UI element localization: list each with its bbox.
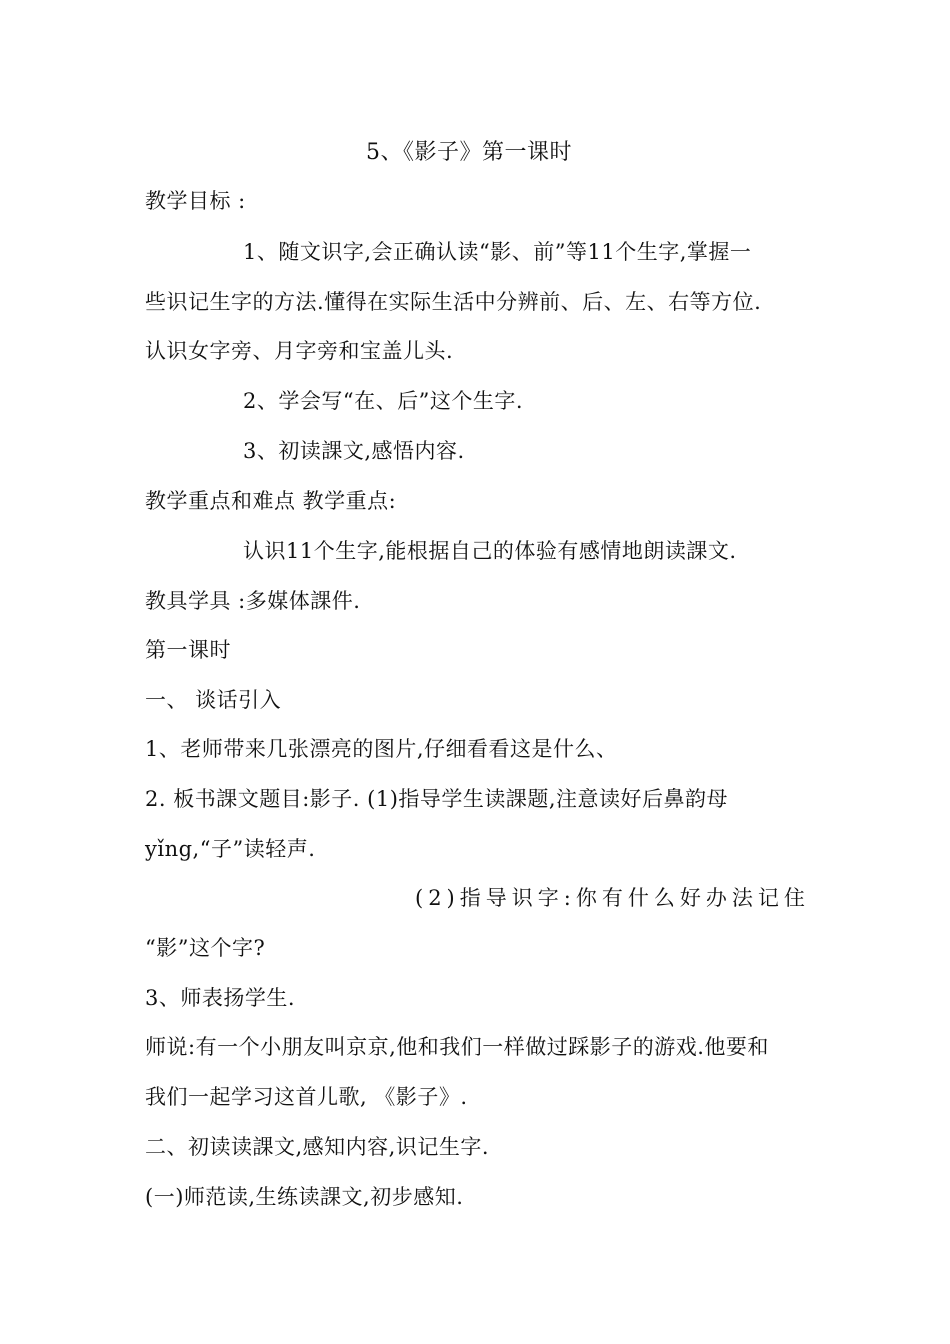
text-line: 认识女字旁、月字旁和宝盖儿头. [145,339,454,363]
text-line: 师说:有一个小朋友叫京京,他和我们一样做过踩影子的游戏.他要和 [145,1035,769,1059]
text-line: 教学目标 : [145,189,246,213]
text-line: 3、初读課文,感悟内容. [243,439,465,463]
text-line: 1、老师带来几张漂亮的图片,仔细看看这是什么、 [145,737,618,761]
section-heading: 二、初读读課文,感知内容,识记生字. [145,1135,490,1159]
text-line: 我们一起学习这首儿歌, 《影子》. [145,1085,468,1109]
page-title: 5、《影子》第一课时 [366,140,572,165]
text-line: “影”这个字? [145,936,266,960]
section-heading: 教学重点和难点 教学重点: [145,489,397,513]
text-line: 2. 板书課文题目:影子. (1)指导学生读課题,注意读好后鼻韵母 [145,787,729,811]
section-heading: 一、 谈话引入 [145,688,282,712]
text-line: yǐng,“子”读轻声. [145,837,316,861]
text-line: 教具学具 :多媒体課件. [145,589,361,613]
text-line: 2、学会写“在、后”这个生字. [243,389,524,413]
text-line: 认识11个生字,能根据自己的体验有感情地朗读課文. [243,539,737,563]
section-heading: 第一课时 [145,638,231,662]
text-line: 些识记生字的方法.懂得在实际生活中分辨前、后、左、右等方位. [145,290,762,314]
text-line: 1、随文识字,会正确认读“影、前”等11个生字,掌握一 [243,240,752,264]
text-line: 3、师表扬学生. [145,986,296,1010]
text-line: (一)师范读,生练读課文,初步感知. [145,1185,464,1209]
text-line: (2)指导识字:你有什么好办法记住 [415,886,810,910]
